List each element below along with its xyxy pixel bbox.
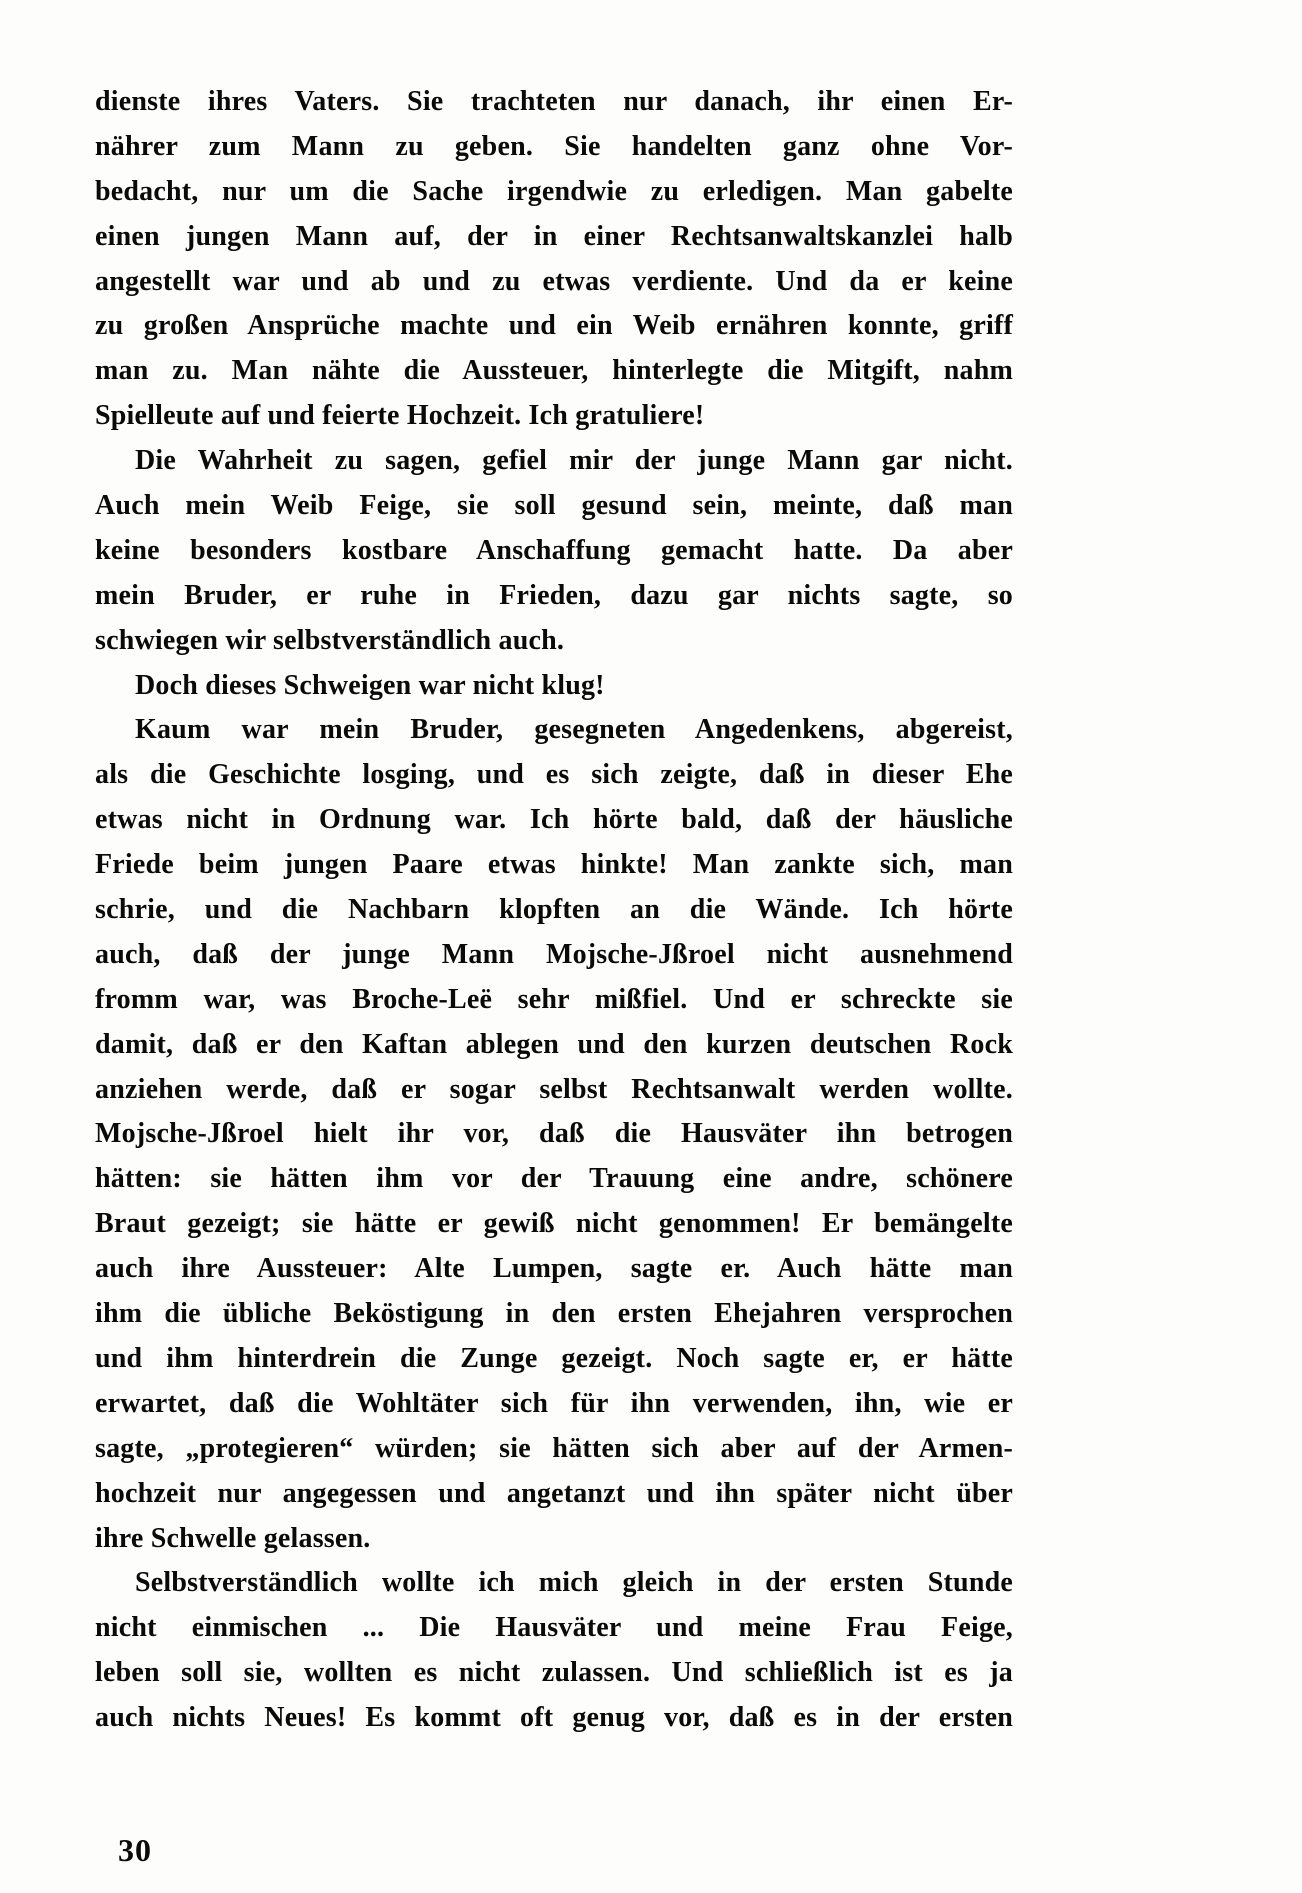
text-line: bedacht, nur um die Sache irgendwie zu erledigen. Man gabelte [95, 175, 1013, 207]
text-line: ihre Schwelle gelassen. [95, 1522, 371, 1554]
text-line: auch ihre Aussteuer: Alte Lumpen, sagte er. Auch hätte man [95, 1253, 1013, 1285]
text-line: etwas nicht in Ordnung war. Ich hörte bald, daß der häusliche [95, 804, 1013, 836]
text-line: ihm die übliche Beköstigung in den ersten Ehejahren versprochen [95, 1298, 1013, 1330]
text-line: zu großen Ansprüche machte und ein Weib ernähren konnte, griff [95, 310, 1013, 342]
text-line: und ihm hinterdrein die Zunge gezeigt. Noch sagte er, er hätte [95, 1342, 1013, 1374]
text-line: als die Geschichte losging, und es sich zeigte, daß in dieser Ehe [95, 759, 1013, 791]
text-line: sagte, „protegieren“ würden; sie hätten sich aber auf der Armen- [95, 1432, 1013, 1464]
text-line: Friede beim jungen Paare etwas hinkte! Man zankte sich, man [95, 849, 1013, 881]
text-line: auch nichts Neues! Es kommt oft genug vor, daß es in der ersten [95, 1702, 1013, 1734]
text-line: leben soll sie, wollten es nicht zulassen. Und schließlich ist es ja [95, 1657, 1013, 1689]
text-line: nicht einmischen ... Die Hausväter und meine Frau Feige, [95, 1612, 1013, 1644]
text-line: hochzeit nur angegessen und angetanzt und ihn später nicht über [95, 1477, 1013, 1509]
text-line: Doch dieses Schweigen war nicht klug! [135, 669, 605, 701]
text-line: hätten: sie hätten ihm vor der Trauung eine andre, schönere [95, 1163, 1013, 1195]
text-line: Spielleute auf und feierte Hochzeit. Ich gratuliere! [95, 400, 705, 432]
text-line: keine besonders kostbare Anschaffung gemacht hatte. Da aber [95, 534, 1013, 566]
text-line: schwiegen wir selbstverständlich auch. [95, 624, 565, 656]
text-line: mein Bruder, er ruhe in Frieden, dazu gar nichts sagte, so [95, 579, 1013, 611]
text-line: damit, daß er den Kaftan ablegen und den kurzen deutschen Rock [95, 1028, 1013, 1060]
text-line: man zu. Man nähte die Aussteuer, hinterlegte die Mitgift, nahm [95, 355, 1013, 387]
text-line: einen jungen Mann auf, der in einer Rechtsanwaltskanzlei halb [95, 220, 1013, 252]
text-line: auch, daß der junge Mann Mojsche-Jßroel nicht ausnehmend [95, 938, 1013, 970]
text-line: Mojsche-Jßroel hielt ihr vor, daß die Hausväter ihn betrogen [95, 1118, 1013, 1150]
page-number: 30 [118, 1832, 152, 1868]
text-line: angestellt war und ab und zu etwas verdiente. Und da er keine [95, 265, 1013, 297]
text-line: Die Wahrheit zu sagen, gefiel mir der junge Mann gar nicht. [135, 445, 1013, 477]
text-line: fromm war, was Broche-Leë sehr mißfiel. Und er schreckte sie [95, 983, 1013, 1015]
text-line: Kaum war mein Bruder, gesegneten Angedenkens, abgereist, [135, 714, 1013, 746]
text-line: dienste ihres Vaters. Sie trachteten nur danach, ihr einen Er- [95, 86, 1013, 117]
text-line: anziehen werde, daß er sogar selbst Rechtsanwalt werden wollte. [95, 1073, 1013, 1105]
text-line: Selbstverständlich wollte ich mich gleich in der ersten Stunde [135, 1567, 1013, 1599]
text-line: erwartet, daß die Wohltäter sich für ihn verwenden, ihn, wie er [95, 1387, 1013, 1419]
text-line: nährer zum Mann zu geben. Sie handelten ganz ohne Vor- [95, 130, 1013, 162]
text-line: Braut gezeigt; sie hätte er gewiß nicht genommen! Er bemängelte [95, 1208, 1013, 1240]
text-line: schrie, und die Nachbarn klopften an die Wände. Ich hörte [95, 894, 1013, 926]
text-line: Auch mein Weib Feige, sie soll gesund sein, meinte, daß man [95, 490, 1013, 522]
text-block [95, 80, 1013, 1741]
